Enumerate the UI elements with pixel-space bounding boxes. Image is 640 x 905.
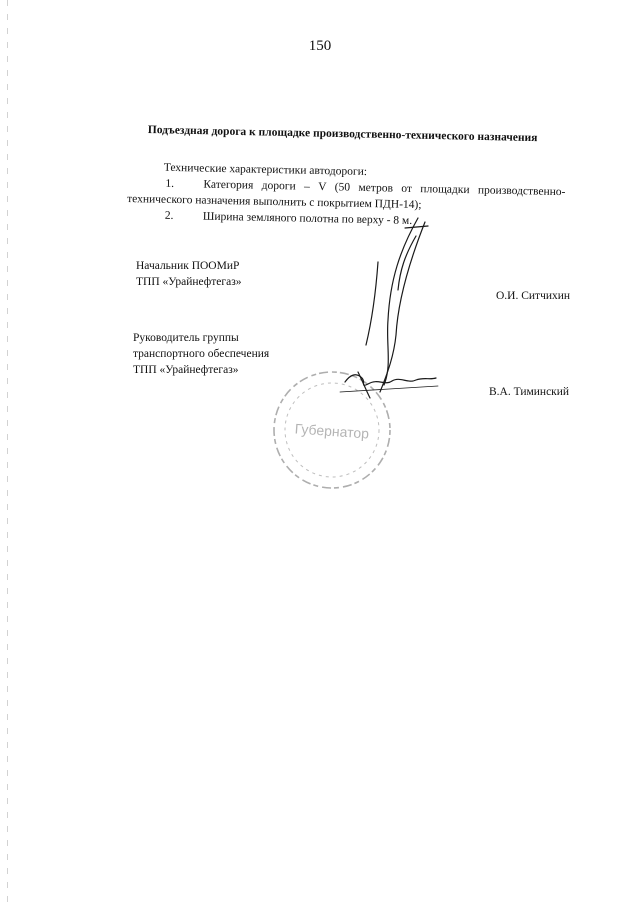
specifications-heading: Технические характеристики автодороги:: [163, 161, 368, 179]
position-line: Начальник ПООМиР: [136, 260, 240, 272]
spec-item-text: Категория дороги – V (50 метров от площадки производственно-: [203, 178, 566, 199]
position-line: ТПП «Урайнефтегаз»: [133, 364, 239, 376]
signatory-1-name: О.И. Ситчихин: [496, 290, 571, 302]
signature-1: [366, 218, 428, 392]
position-line: Руководитель группы: [133, 332, 239, 344]
spec-item-1-continuation: технического назначения выполнить с покрытием ПДН-14);: [127, 192, 422, 212]
specifications-section: [127, 159, 566, 232]
page-number: 150: [308, 38, 332, 54]
position-line: ТПП «Урайнефтегаз»: [136, 276, 242, 288]
stamp-text: Губернатор: [294, 420, 370, 442]
scan-edge-artifact: [7, 0, 8, 905]
spec-item-text: Ширина земляного полотна по верху - 8 м.: [202, 210, 413, 227]
document-title: Подъездная дорога к площадке производственно-технического назначения: [147, 124, 538, 145]
position-line: транспортного обеспечения: [133, 348, 270, 360]
stamp-seal: [274, 372, 390, 488]
signature-2: [340, 372, 438, 398]
spec-item-number: 1.: [165, 177, 175, 190]
spec-item-number: 2.: [164, 209, 174, 222]
signatory-1-position: [136, 258, 242, 290]
signatory-2-name: В.А. Тиминский: [489, 386, 570, 398]
signatory-2-position: [133, 330, 269, 378]
